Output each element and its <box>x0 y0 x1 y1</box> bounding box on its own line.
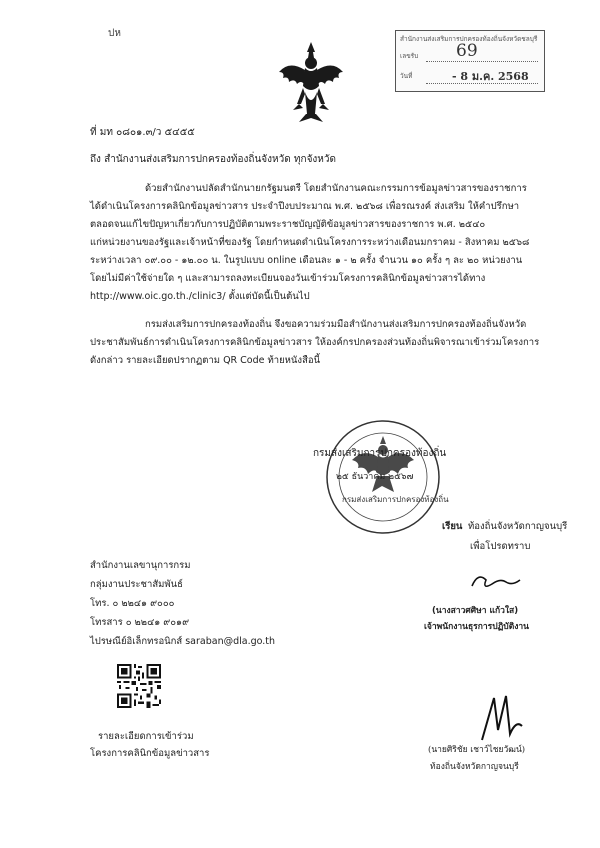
officer-title: เจ้าพนักงานธุรการปฏิบัติงาน <box>424 622 529 632</box>
stamp-date-value: - 8 ม.ค. 2568 <box>452 70 529 83</box>
seal-date: ๒๕ ธันวาคม ๒๕๖๗ <box>336 472 414 482</box>
officer-name: (นางสาวศศิษา แก้วใส) <box>432 606 519 616</box>
stamp-receipt-label: เลขรับ <box>400 52 419 60</box>
contact-fax: โทรสาร ๐ ๒๒๔๑ ๙๐๑๙ <box>90 617 190 628</box>
receiving-stamp <box>395 30 545 92</box>
contact-tel: โทร. ๐ ๒๒๔๑ ๙๐๐๐ <box>90 598 175 609</box>
addressee: ถึง สำนักงานส่งเสริมการปกครองท้องถิ่นจังหวัด ทุกจังหวัด <box>90 154 337 165</box>
qr-code[interactable] <box>117 664 161 708</box>
signer2-signature <box>476 690 526 750</box>
contact-email: ไปรษณีย์อิเล็กทรอนิกส์ saraban@dla.go.th <box>90 636 276 647</box>
seal-dept-label: กรมส่งเสริมการปกครองท้องถิ่น <box>313 448 447 459</box>
para1-line: http://www.oic.go.th./clinic3/ ตั้งแต่บัดนี้เป็นต้นไป <box>90 291 310 302</box>
seal-ring-text: กรมส่งเสริมการปกครองท้องถิ่น <box>342 495 449 504</box>
forward-line1: ท้องถิ่นจังหวัดกาญจนบุรี <box>468 521 568 532</box>
stamp-office: สำนักงานส่งเสริมการปกครองท้องถิ่นจังหวัดชลบุรี <box>400 35 538 43</box>
contact-group: กลุ่มงานประชาสัมพันธ์ <box>90 579 183 590</box>
handwritten-note: ปห <box>108 28 121 39</box>
para2-line: กรมส่งเสริมการปกครองท้องถิ่น จึงขอความร่วมมือสำนักงานส่งเสริมการปกครองท้องถิ่นจังหวัด <box>145 319 527 330</box>
stamp-date-label: วันที่ <box>400 72 413 80</box>
qr-caption-line: รายละเอียดการเข้าร่วม <box>98 731 194 742</box>
document-reference: ที่ มท ๐๘๐๑.๓/ว ๕๔๕๕ <box>90 127 195 138</box>
qr-caption-line: โครงการคลินิกข้อมูลข่าวสาร <box>90 748 210 759</box>
para1-line: ระหว่างเวลา ๐๙.๐๐ - ๑๒.๐๐ น. ในรูปแบบ online เดือนละ ๑ - ๒ ครั้ง จำนวน ๑๐ ครั้ง ๆ ละ ๒๐ หน่วยงาน <box>90 255 523 266</box>
garuda-emblem <box>275 38 347 124</box>
para1-line: แก่หน่วยงานของรัฐและเจ้าหน้าที่ของรัฐ โดยกำหนดดำเนินโครงการระหว่างเดือนมกราคม - สิงหาคม ๒๕๖๘ <box>90 237 530 248</box>
contact-office: สำนักงานเลขานุการกรม <box>90 560 191 571</box>
para1-line: โดยไม่มีค่าใช้จ่ายใด ๆ และสามารถลงทะเบียนจองวันเข้าร่วมโครงการคลินิกข้อมูลข่าวสารได้ทาง <box>90 273 486 284</box>
para1-line: ได้ดำเนินโครงการคลินิกข้อมูลข่าวสาร ประจำปีงบประมาณ พ.ศ. ๒๕๖๘ เพื่อรณรงค์ ส่งเสริม ให้คำปรึกษา <box>90 201 520 212</box>
forward-line2: เพื่อโปรดทราบ <box>470 541 531 552</box>
forward-label: เรียน <box>442 521 463 532</box>
signer2-name: (นายศิริชัย เชาว์ไชยวัฒน์) <box>428 745 526 755</box>
officer-signature <box>466 566 526 596</box>
para2-line: ดังกล่าว รายละเอียดปรากฏตาม QR Code ท้ายหนังสือนี้ <box>90 355 321 366</box>
signer2-title: ท้องถิ่นจังหวัดกาญจนบุรี <box>430 762 519 772</box>
para1-line: ด้วยสำนักงานปลัดสำนักนายกรัฐมนตรี โดยสำนักงานคณะกรรมการข้อมูลข่าวสารของราชการ <box>145 183 527 194</box>
para1-line: ตลอดจนแก้ไขปัญหาเกี่ยวกับการปฏิบัติตามพระราชบัญญัติข้อมูลข่าวสารของราชการ พ.ศ. ๒๕๔๐ <box>90 219 486 230</box>
stamp-receipt-number: 69 <box>456 41 478 61</box>
para2-line: ประชาสัมพันธ์การดำเนินโครงการคลินิกข้อมูลข่าวสาร ให้องค์กรปกครองส่วนท้องถิ่นพิจารณาเข้าร่วมโครงการ <box>90 337 540 348</box>
